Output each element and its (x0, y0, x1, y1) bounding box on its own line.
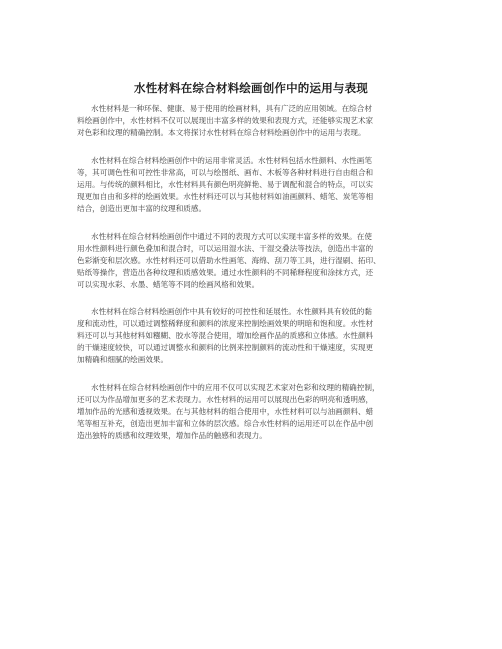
paragraph-line: 水性材料在综合材料绘画创作中的运用非常灵活。水性材料包括水性颜料、水性画笔 (91, 156, 372, 165)
paragraph-line: 料还可以与其他材料如糨糊、胶水等混合使用，增加绘画作品的质感和立体感。水性颜料 (77, 330, 374, 340)
paragraph-line: 可以实现水彩、水墨、蜡笔等不同的绘画风格和效果。 (77, 279, 260, 289)
paragraph-line: 用水性颜料进行颜色叠加和混合时，可以运用湿水法、干湿交叠法等技法，创造出丰富的 (77, 243, 374, 253)
paragraph-line: 料绘画创作中，水性材料不仅可以展现出丰富多样的效果和表现方式，还能够实现艺术家 (77, 115, 374, 125)
paragraph-line: 水性材料在综合材料绘画创作中通过不同的表现方式可以实现丰富多样的效果。在使 (91, 232, 372, 241)
paragraph-3 (77, 231, 437, 290)
paragraph-line: 现更加自由和多样的绘画效果。水性材料还可以与其他材料如油画颜料、蜡笔、炭笔等相 (77, 191, 374, 201)
paragraph-line: 度和流动性，可以通过调整稀释度和颜料的浓度来控制绘画效果的明暗和饱和度。水性材 (77, 318, 374, 328)
paragraph-line: 还可以为作品增加更多的艺术表现力。水性材料的运用可以展现出色彩的明亮和透明感， (77, 394, 374, 404)
paragraph-line: 结合，创造出更加丰富的纹理和质感。 (77, 203, 207, 213)
paragraph-line: 水性材料是一种环保、健康、易于使用的绘画材料，具有广泛的应用领域。在综合材 (91, 104, 372, 113)
paragraph-4 (77, 306, 437, 365)
paragraph-line: 运用。与传统的颜料相比，水性材料具有颜色明亮鲜艳、易于调配和混合的特点，可以实 (77, 179, 374, 189)
paragraph-line: 等，其可调色性和可控性非常高，可以与绘图纸、画布、木板等各种材料进行自由组合和 (77, 167, 374, 177)
paragraph-line: 色彩渐变和层次感。水性材料还可以借助水性画笔、海绵、刮刀等工具，进行湿刷、拓印、 (77, 255, 381, 265)
paragraph-line: 水性材料在综合材料绘画创作中的应用不仅可以实现艺术家对色彩和纹理的精确控制， (91, 383, 380, 392)
paragraph-1 (77, 103, 437, 139)
paragraph-line: 的干燥速度较快，可以通过调整水和颜料的比例来控制颜料的流动性和干燥速度，实现更 (77, 342, 374, 352)
document-title: 水性材料在综合材料绘画创作中的运用与表现 (134, 81, 368, 95)
paragraph-2 (77, 155, 437, 214)
paragraph-line: 笔等相互补充，创造出更加丰富和立体的层次感。综合水性材料的运用还可以在作品中创 (77, 418, 374, 428)
paragraph-line: 水性材料在综合材料绘画创作中具有较好的可控性和延展性。水性颜料具有较低的黏 (91, 307, 372, 316)
paragraph-5 (77, 382, 437, 441)
paragraph-line: 贴纸等操作，营造出各种纹理和质感效果。通过水性颜料的不同稀释程度和涂抹方式，还 (77, 267, 374, 277)
paragraph-line: 增加作品的光感和透视效果。在与其他材料的组合使用中，水性材料可以与油画颜料、蜡 (77, 406, 374, 416)
paragraph-line: 加精确和细腻的绘画效果。 (77, 354, 169, 364)
paragraph-line: 造出独特的质感和纹理效果，增加作品的触感和表现力。 (77, 430, 267, 440)
paragraph-line: 对色彩和纹理的精确控制。本文将探讨水性材料在综合材料绘画创作中的运用与表现。 (77, 127, 366, 137)
